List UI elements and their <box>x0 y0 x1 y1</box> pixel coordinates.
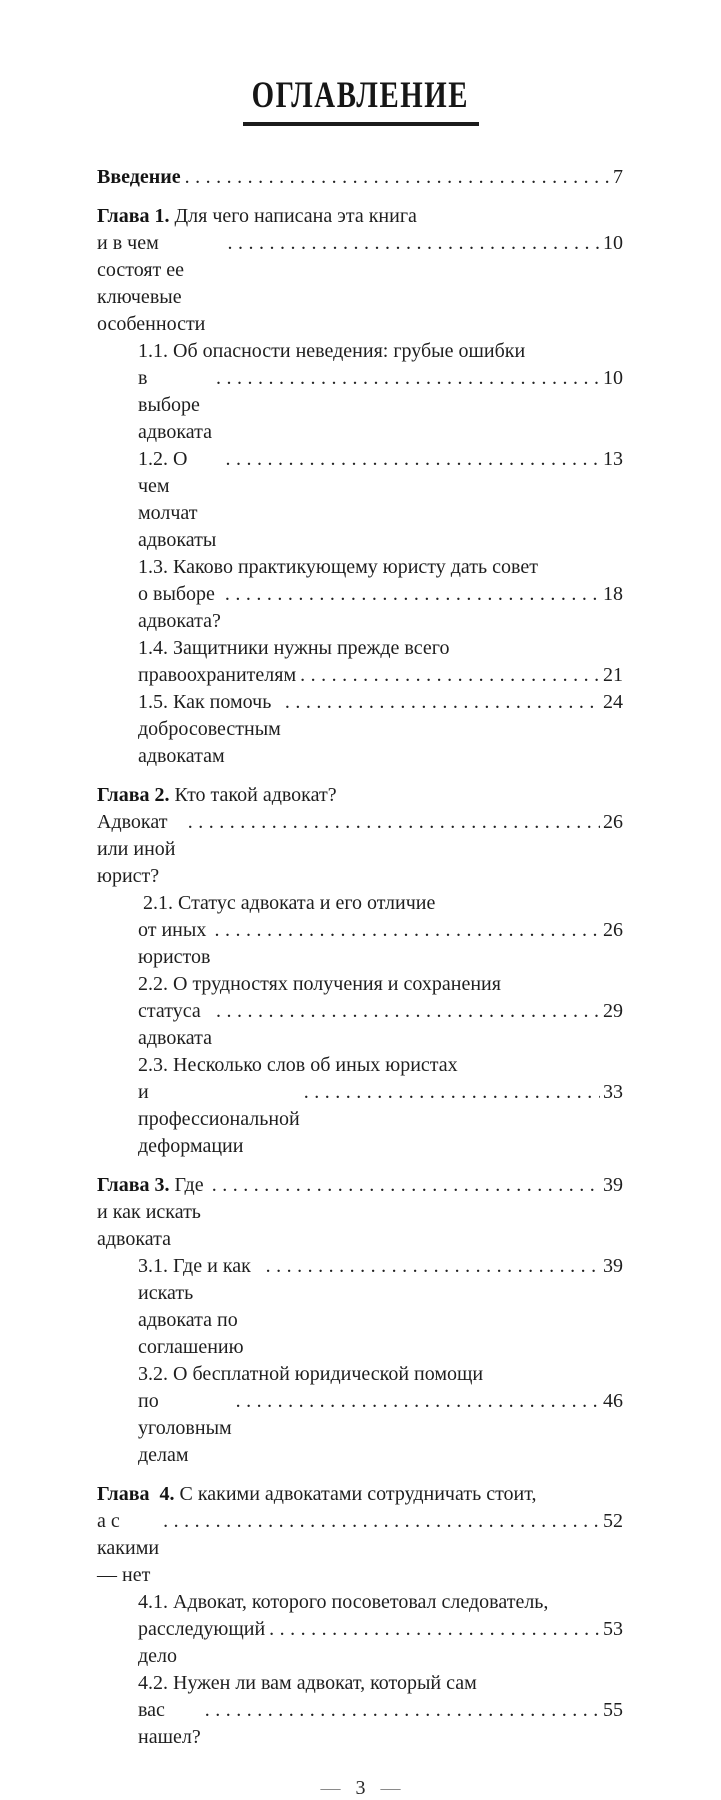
toc-entry-bold-label: Глава 2. <box>97 783 170 806</box>
toc-entry-text: в выборе адвоката <box>138 366 212 443</box>
toc-subsection-entry <box>97 971 623 1052</box>
toc-entry-line <box>138 1670 623 1697</box>
toc-entry-text: Глава 2. Кто такой адвокат? <box>97 783 337 806</box>
dot-leader <box>304 1079 600 1106</box>
toc-entry-text: 2.2. О трудностях получения и сохранения <box>138 972 501 995</box>
toc-entry-text: 1.4. Защитники нужны прежде всего <box>138 636 450 659</box>
toc-entry-text: правоохранителям <box>138 663 297 686</box>
toc-entry-text: и профессиональной деформации <box>138 1080 305 1157</box>
toc-entry-line <box>138 554 623 581</box>
toc-entry-line <box>97 782 623 809</box>
toc-entry-bold-label: Глава 3. <box>97 1173 170 1196</box>
toc-subsection-entry <box>97 635 623 689</box>
toc-page-number: 7 <box>613 165 623 188</box>
toc-entry-line <box>138 338 623 365</box>
toc-entry-text: Глава 1. Для чего написана эта книга <box>97 204 417 227</box>
toc-subsection-entry <box>97 554 623 635</box>
footer-page-number: 3 <box>355 1776 366 1799</box>
toc-page-number: 46 <box>603 1389 623 1412</box>
toc-subsection-entry <box>97 1670 623 1751</box>
toc-entry-line <box>97 230 623 338</box>
toc-entry-line <box>138 1079 623 1160</box>
toc-page-number: 29 <box>603 999 623 1022</box>
page-title: ОГЛАВЛЕНИЕ <box>251 75 470 116</box>
toc-entry-line <box>97 203 623 230</box>
toc-entry-text: 1.1. Об опасности неведения: грубые ошибки <box>138 339 526 362</box>
dot-leader <box>212 1172 600 1199</box>
toc-page-number: 52 <box>603 1509 623 1532</box>
toc-page-number: 53 <box>603 1617 623 1640</box>
toc-entry-line <box>97 1508 623 1589</box>
toc-entry-text: 3.1. Где и как искать адвоката по соглашению <box>138 1254 256 1358</box>
toc-page-number: 21 <box>603 663 623 686</box>
toc-entry-text: вас нашел? <box>138 1698 206 1748</box>
dot-leader <box>163 1508 600 1535</box>
toc-subsection-entry <box>97 890 623 971</box>
dot-leader <box>225 581 600 608</box>
toc-entry-text: о выборе адвоката? <box>138 582 221 632</box>
toc-entry-line <box>138 1253 623 1361</box>
toc-entry-bold-label: Введение <box>97 165 181 188</box>
dot-leader <box>285 689 600 716</box>
toc-page-number: 33 <box>603 1080 623 1103</box>
toc-entry-text: Адвокат или иной юрист? <box>97 810 181 887</box>
toc-entry-text: 1.3. Каково практикующему юристу дать совет <box>138 555 538 578</box>
title-underline <box>243 122 479 126</box>
toc-entry-text: 2.1. Статус адвоката и его отличие <box>138 891 436 914</box>
toc-page-number: 10 <box>603 231 623 254</box>
toc-subsection-entry <box>97 1253 623 1361</box>
toc-entry-text: 2.3. Несколько слов об иных юристах <box>138 1053 458 1076</box>
toc-entry-text: а с какими — нет <box>97 1509 165 1586</box>
toc-subsection-entry <box>97 1589 623 1670</box>
toc-page-number: 55 <box>603 1698 623 1721</box>
dot-leader <box>269 1616 600 1643</box>
dot-leader <box>225 446 600 473</box>
toc-page-number: 24 <box>603 690 623 713</box>
toc-chapter-entry <box>97 203 623 338</box>
toc-chapter-entry <box>97 1481 623 1589</box>
toc-page-number: 39 <box>603 1173 623 1196</box>
toc-entry-line <box>138 890 623 917</box>
table-of-contents <box>97 164 623 1751</box>
toc-entry-line <box>138 689 623 770</box>
toc-subsection-entry <box>97 446 623 554</box>
footer-dash-left: — <box>320 1776 341 1799</box>
toc-entry-text: 4.1. Адвокат, которого посоветовал следователь, <box>138 1590 549 1613</box>
toc-entry-line <box>97 1481 623 1508</box>
toc-entry-text: 1.2. О чем молчат адвокаты <box>138 447 217 551</box>
dot-leader <box>300 662 600 689</box>
toc-entry-line <box>97 809 623 890</box>
toc-entry-line <box>138 1052 623 1079</box>
toc-entry-text: 1.5. Как помочь добросовестным адвокатам <box>138 690 286 767</box>
dot-leader <box>188 809 600 836</box>
page-header <box>0 76 721 126</box>
toc-entry-line <box>138 1589 623 1616</box>
dot-leader <box>185 164 610 191</box>
toc-page-number: 18 <box>603 582 623 605</box>
dot-leader <box>236 1388 600 1415</box>
toc-entry-text: Глава 3. Где и как искать адвоката <box>97 1173 209 1250</box>
toc-entry-text: от иных юристов <box>138 918 216 968</box>
toc-subsection-entry <box>97 689 623 770</box>
toc-entry-text: и в чем состоят ее ключевые особенности <box>97 231 206 335</box>
toc-page-number: 26 <box>603 810 623 833</box>
toc-page-number: 13 <box>603 447 623 470</box>
dot-leader <box>216 365 600 392</box>
dot-leader <box>266 1253 600 1280</box>
toc-entry-text: расследующий дело <box>138 1617 271 1667</box>
dot-leader <box>205 1697 600 1724</box>
toc-entry-text: 4.2. Нужен ли вам адвокат, который сам <box>138 1671 477 1694</box>
toc-entry-bold-label: Глава 4. <box>97 1482 175 1505</box>
toc-entry-line <box>138 662 623 689</box>
toc-page-number: 26 <box>603 918 623 941</box>
toc-subsection-entry <box>97 338 623 446</box>
toc-entry-line <box>138 998 623 1052</box>
toc-chapter-entry <box>97 164 623 191</box>
dot-leader <box>228 230 600 257</box>
toc-entry-line <box>138 971 623 998</box>
toc-entry-text: Глава 4. С какими адвокатами сотрудничать стоит, <box>97 1482 537 1505</box>
toc-subsection-entry <box>97 1052 623 1160</box>
toc-page-number: 10 <box>603 366 623 389</box>
toc-chapter-entry <box>97 782 623 890</box>
toc-subsection-entry <box>97 1361 623 1469</box>
toc-entry-line <box>138 446 623 554</box>
toc-entry-line <box>138 1388 623 1469</box>
toc-entry-line <box>138 1616 623 1670</box>
footer-dash-right: — <box>380 1776 401 1799</box>
toc-entry-text: 3.2. О бесплатной юридической помощи <box>138 1362 484 1385</box>
toc-entry-line <box>97 164 623 191</box>
dot-leader <box>216 998 600 1025</box>
toc-entry-text: статуса адвоката <box>138 999 212 1049</box>
toc-chapter-entry <box>97 1172 623 1253</box>
page-number-footer <box>0 1777 721 1800</box>
toc-entry-bold-label: Глава 1. <box>97 204 170 227</box>
dot-leader <box>214 917 600 944</box>
toc-entry-line <box>138 1697 623 1751</box>
toc-entry-line <box>138 635 623 662</box>
toc-page-number: 39 <box>603 1254 623 1277</box>
toc-entry-line <box>138 917 623 971</box>
toc-entry-line <box>97 1172 623 1253</box>
toc-entry-line <box>138 365 623 446</box>
toc-entry-line <box>138 1361 623 1388</box>
toc-entry-text: по уголовным делам <box>138 1389 237 1466</box>
toc-entry-line <box>138 581 623 635</box>
toc-entry-text <box>97 164 181 191</box>
